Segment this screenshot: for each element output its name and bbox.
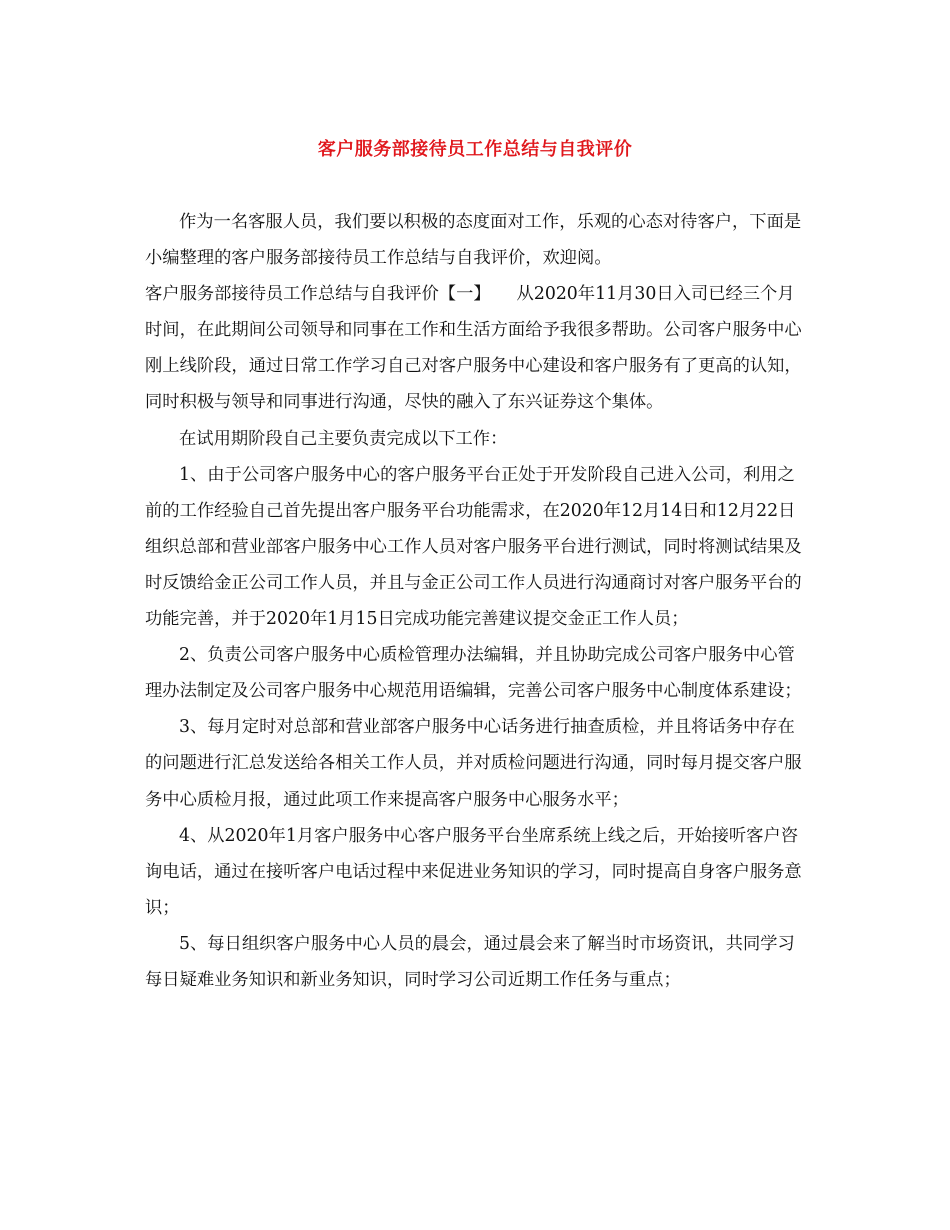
list-item: 3、每月定时对总部和营业部客户服务中心话务进行抽查质检，并且将话务中存在的问题进行汇总发送给各相关工作人员，并对质检问题进行沟通，同时每月提交客户服务中心质检月报，通过此项工作来提高客户服务中心服务水平； bbox=[145, 717, 802, 810]
document-body bbox=[145, 204, 807, 998]
list-item: 2、负责公司客户服务中心质检管理办法编辑，并且协助完成公司客户服务中心管理办法制定及公司客户服务中心规范用语编辑，完善公司客户服务中心制度体系建设； bbox=[145, 645, 802, 702]
intro-paragraph: 作为一名客服人员，我们要以积极的态度面对工作，乐观的心态对待客户，下面是小编整理的客户服务部接待员工作总结与自我评价，欢迎阅。 bbox=[145, 212, 802, 269]
list-item: 4、从2020年1月客户服务中心客户服务平台坐席系统上线之后，开始接听客户咨询电话，通过在接听客户电话过程中来促进业务知识的学习，同时提高自身客户服务意识； bbox=[145, 825, 802, 918]
list-item: 5、每日组织客户服务中心人员的晨会，通过晨会来了解当时市场资讯，共同学习每日疑难业务知识和新业务知识，同时学习公司近期工作任务与重点； bbox=[145, 933, 795, 990]
list-item: 1、由于公司客户服务中心的客户服务平台正处于开发阶段自己进入公司，利用之前的工作经验自己首先提出客户服务平台功能需求，在2020年12月14日和12月22日组织总部和营业部客户服务中心工作人员对客户服务平台进行测试，同时将测试结果及时反馈给金正公司工作人员，并且与金正公司工作人员进行沟通商讨对客户服务平台的功能完善，并于2020年1月15日完成功能完善建议提交金正工作人员； bbox=[145, 464, 802, 630]
probation-intro-paragraph: 在试用期阶段自己主要负责完成以下工作： bbox=[179, 428, 508, 449]
section-one-paragraph: 客户服务部接待员工作总结与自我评价【一】 从2020年11月30日入司已经三个月时间，在此期间公司领导和同事在工作和生活方面给予我很多帮助。公司客户服务中心刚上线阶段，通过日常工作学习自己对客户服务中心建设和客户服务有了更高的认知，同时积极与领导和同事进行沟通，尽快的融入了东兴证券这个集体。 bbox=[145, 284, 802, 413]
document-title: 客户服务部接待员工作总结与自我评价 bbox=[317, 139, 633, 160]
